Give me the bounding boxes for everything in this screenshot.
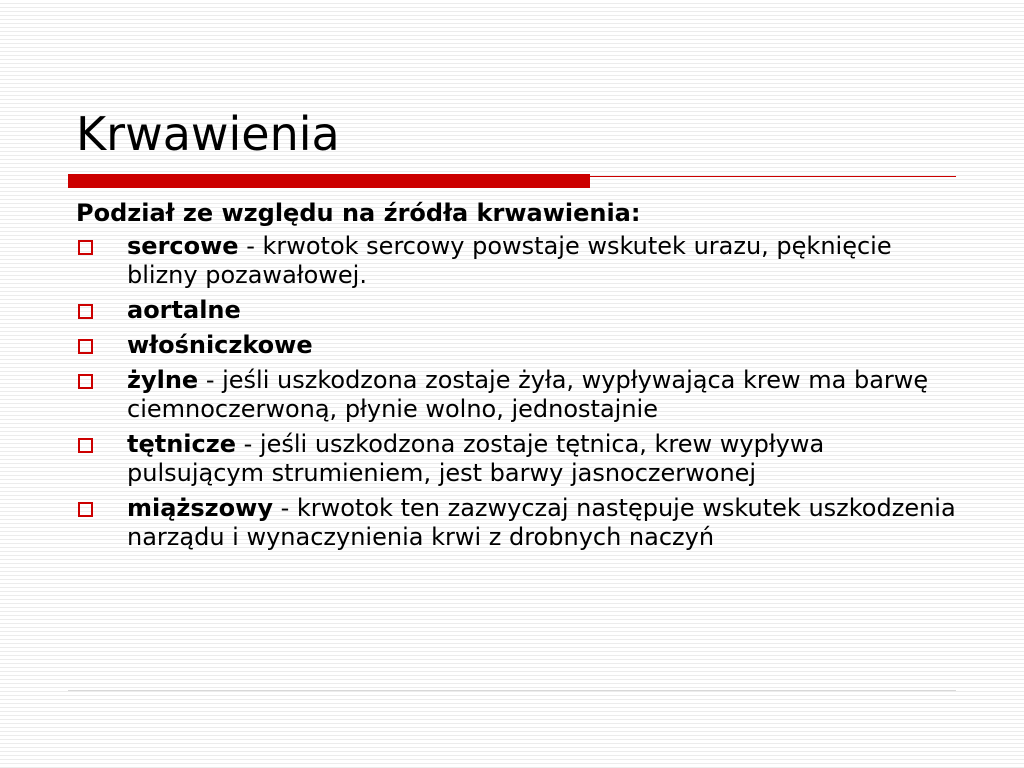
list-item [76,494,956,552]
title-underline-thick [68,174,590,188]
hollow-square-icon [78,304,93,319]
list-item [76,430,956,488]
item-term: włośniczkowe [127,331,313,359]
slide-content [76,198,956,558]
item-term: żylne [127,366,199,394]
item-term: aortalne [127,296,241,324]
hollow-square-icon [78,438,93,453]
list-item [76,331,956,360]
list-item [76,366,956,424]
item-description: - jeśli uszkodzona zostaje tętnica, krew wypływa pulsującym strumieniem, jest barwy jasnoczerwonej [127,430,825,487]
hollow-square-icon [78,240,93,255]
hollow-square-icon [78,374,93,389]
footer-divider [68,690,956,691]
item-description: - krwotok ten zazwyczaj następuje wskutek uszkodzenia narządu i wynaczynienia krwi z drobnych naczyń [127,494,956,551]
item-term: tętnicze [127,430,237,458]
item-term: miąższowy [127,494,273,522]
intro-text: Podział ze względu na źródła krwawienia: [76,199,641,227]
slide-title: Krwawienia [76,107,340,161]
title-underline-thin [590,176,956,177]
item-description: - jeśli uszkodzona zostaje żyła, wypływająca krew ma barwę ciemnoczerwoną, płynie wolno, jednostajnie [127,366,929,423]
list-item [76,232,956,290]
hollow-square-icon [78,502,93,517]
item-term: sercowe [127,232,239,260]
hollow-square-icon [78,339,93,354]
list-item [76,296,956,325]
bullet-list [76,232,956,552]
title-underline [68,174,956,188]
item-description: - krwotok sercowy powstaje wskutek urazu, pęknięcie blizny pozawałowej. [127,232,892,289]
